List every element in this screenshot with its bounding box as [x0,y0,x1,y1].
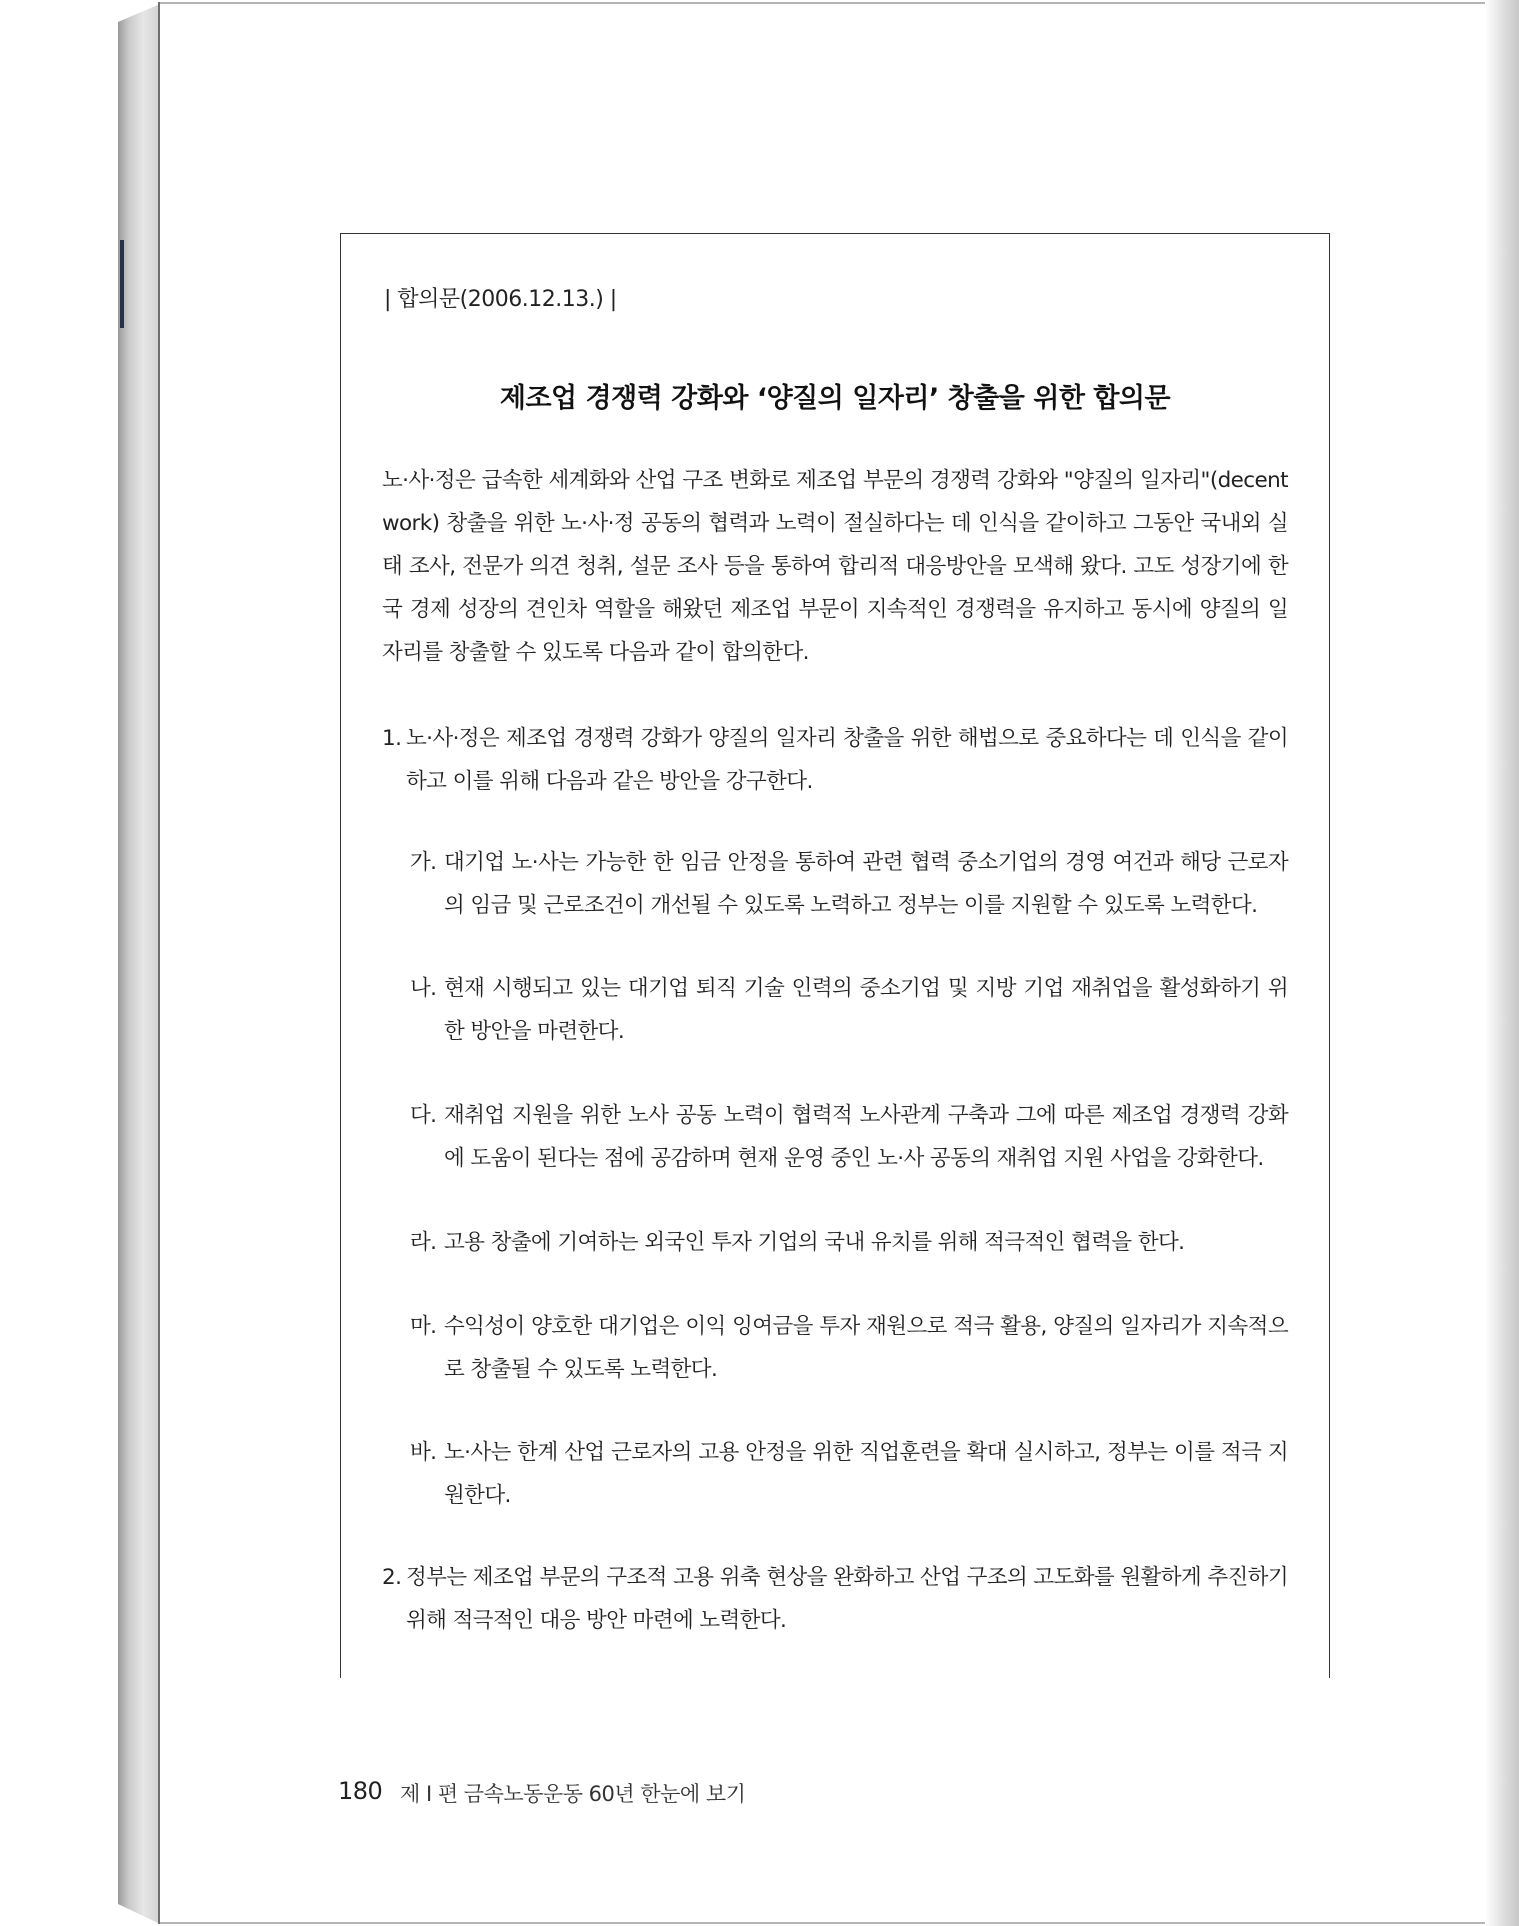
list-item-1 [382,717,1288,803]
sub-item-text: 고용 창출에 기여하는 외국인 투자 기업의 국내 유치를 위해 적극적인 협력을 한다. [444,1230,1185,1255]
sub-item-number: 다. [410,1103,437,1128]
page-top-edge [160,2,1500,4]
sub-item-number: 라. [410,1230,437,1255]
book-spine [118,4,160,1924]
sub-item-text: 재취업 지원을 위한 노사 공동 노력이 협력적 노사관계 구축과 그에 따른 제조업 경쟁력 강화에 도움이 된다는 점에 공감하며 현재 운영 중인 노·사 공동의 재취업 지원 사업을 강화한다. [444,1103,1288,1171]
sub-item-text: 대기업 노·사는 가능한 한 임금 안정을 통하여 관련 협력 중소기업의 경영 여건과 해당 근로자의 임금 및 근로조건이 개선될 수 있도록 노력하고 정부는 이를 지원할 수 있도록 노력한다. [444,850,1288,918]
list-item-number: 2. [382,1565,402,1590]
sub-item-ra [410,1221,1288,1264]
sub-item-text: 노·사는 한계 산업 근로자의 고용 안정을 위한 직업훈련을 확대 실시하고, 정부는 이를 적극 지원한다. [444,1440,1288,1508]
sub-item-ga [410,841,1288,927]
sub-item-number: 바. [410,1440,437,1465]
sub-item-text: 수익성이 양호한 대기업은 이익 잉여금을 투자 재원으로 적극 활용, 양질의 일자리가 지속적으로 창출될 수 있도록 노력한다. [444,1314,1288,1382]
document-title: 제조업 경쟁력 강화와 ‘양질의 일자리’ 창출을 위한 합의문 [499,383,1171,414]
list-item-text: 노·사·정은 제조업 경쟁력 강화가 양질의 일자리 창출을 위한 해법으로 중요하다는 데 인식을 같이 하고 이를 위해 다음과 같은 방안을 강구한다. [406,726,1288,794]
sub-item-na [410,967,1288,1053]
page-left-edge [158,2,160,1924]
list-item-text: 정부는 제조업 부문의 구조적 고용 위축 현상을 완화하고 산업 구조의 고도화를 원활하게 추진하기 위해 적극적인 대응 방안 마련에 노력한다. [406,1565,1288,1633]
spine-bookmark-mark [120,240,124,328]
running-footer: 제 I 편 금속노동운동 60년 한눈에 보기 [400,1782,746,1806]
page-bottom-edge [160,1922,1500,1924]
sub-item-number: 마. [410,1314,437,1339]
intro-paragraph: 노·사·정은 급속한 세계화와 산업 구조 변화로 제조업 부문의 경쟁력 강화와 "양질의 일자리"(decent work) 창출을 위한 노·사·정 공동의 협력과 노력이 절실하다는 데 인식을 같이하고 그동안 국내외 실태 조사, 전문가 의견 청취, 설문 조사 등을 통하여 합리적 대응방안을 모색해 왔다. 고도 성장기에 한국 경제 성장의 견인차 역할을 해왔던 제조업 부문이 지속적인 경쟁력을 유지하고 동시에 양질의 일자리를 창출할 수 있도록 다음과 같이 합의한다. [382,468,1288,665]
document-label: | 합의문(2006.12.13.) | [384,287,617,312]
sub-item-text: 현재 시행되고 있는 대기업 퇴직 기술 인력의 중소기업 및 지방 기업 재취업을 활성화하기 위한 방안을 마련한다. [444,976,1288,1044]
sub-item-number: 가. [410,850,437,875]
sub-item-ba [410,1431,1288,1517]
sub-item-ma [410,1305,1288,1391]
sub-item-number: 나. [410,976,437,1001]
list-item-number: 1. [382,726,402,751]
list-item-2 [382,1556,1288,1642]
page-number: 180 [338,1777,383,1805]
page-right-shadow [1485,0,1519,1926]
sub-item-da [410,1094,1288,1180]
